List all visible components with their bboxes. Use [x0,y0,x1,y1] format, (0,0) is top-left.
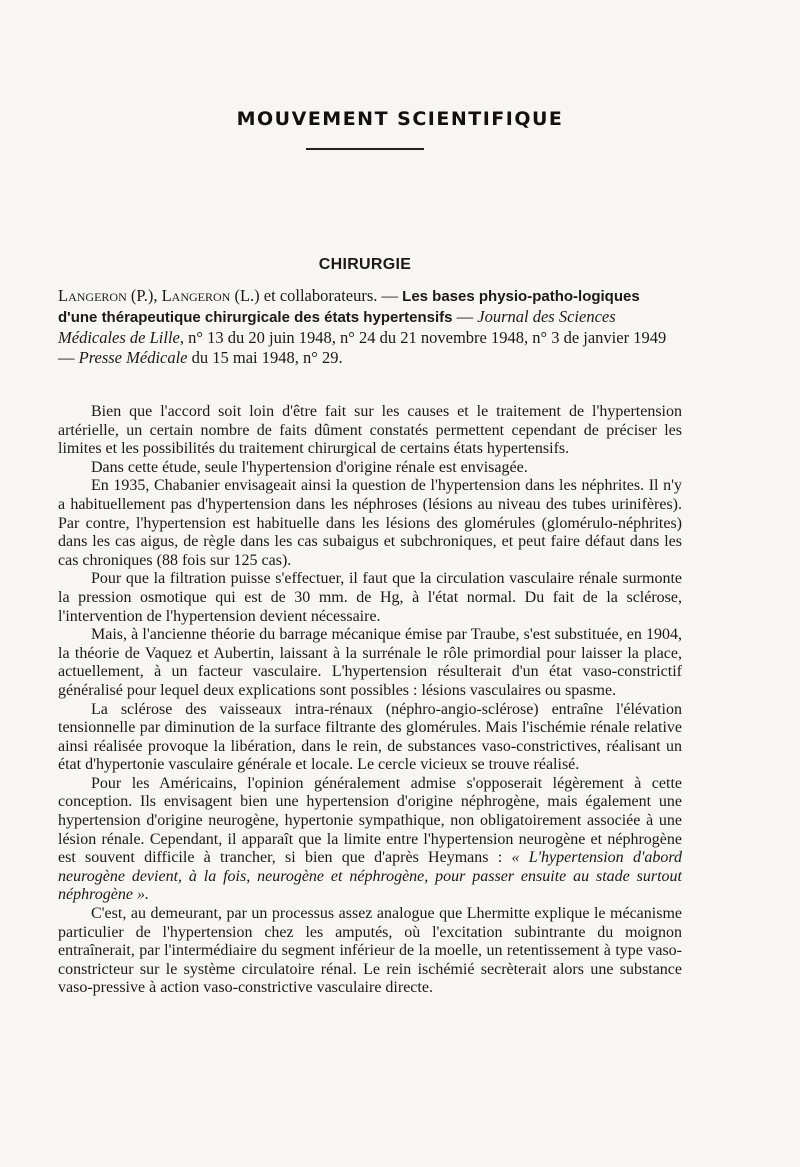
paragraph-3: En 1935, Chabanier envisageait ainsi la question de l'hypertension dans les néphrites. Il n'y a habituellement pas d'hypertension dans les néphroses (lésions au niveau des tubes urinifères). Par contre, l'hypertension est habituelle dans les lésions des glomérules (glomérulo-néphrites) dans les cas aigus, de règle dans les cas subaigus et subchroniques, et peut faire défaut dans les cas chroniques (88 fois sur 125 cas). [58,477,682,569]
section-title: CHIRURGIE [318,256,412,273]
citation-ref-2: du 15 mai 1948, n° 29. [187,348,343,367]
citation-authors-rest: et collaborateurs. — [259,286,403,305]
paragraph-4: Pour que la filtration puisse s'effectuer, il faut que la circulation vasculaire rénale surmonte la pression osmotique qui est de 30 mm. de Hg, à l'état normal. Du fait de la sclérose, l'intervention de l'hypertension devient nécessaire. [58,570,682,625]
page-header: MOUVEMENT SCIENTIFIQUE [236,108,564,130]
paragraph-5: Mais, à l'ancienne théorie du barrage mécanique émise par Traube, s'est substituée, en 1904, la théorie de Vaquez et Aubertin, laissant à la surrénale le rôle primordial pour laisser la place, actuellement, à un facteur vasculaire. L'hypertension résulterait d'un état vaso-constrictif généralisé pour lequel deux explications sont possibles : lésions vasculaires ou spasme. [58,626,682,699]
citation-title: Les bases physio-patho-logiques d'une thérapeutique chirurgicale des états hypertensifs [58,288,640,326]
citation-ref-1: , n° 13 du 20 juin 1948, n° 24 du 21 novembre 1948, n° 3 de janvier 1949 — [58,328,667,367]
paragraph-2: Dans cette étude, seule l'hypertension d'origine rénale est envisagée. [91,458,528,476]
paragraph-1: Bien que l'accord soit loin d'être fait sur les causes et le traitement de l'hypertension artérielle, un certain nombre de faits dûment constatés permettent cependant de préciser les limites et les possibilités du traitement chirurgical de certains états hypertensifs. [58,403,682,458]
paragraph-7 [58,775,682,905]
article-body [58,403,682,998]
citation-author-2: Langeron (L.) [161,286,260,305]
header-rule [306,148,424,150]
paragraph-7-text: Pour les Américains, l'opinion généralement admise s'opposerait légèrement à cette conception. Ils envisagent bien une hypertension d'origine néphrogène, mais également une hypertension d'origine neurogène, hypertonie sympathique, non obligatoirement associée à une lésion rénale. Cependant, il apparaît que la limite entre l'hypertension neurogène et néphrogène est souvent difficile à trancher, si bien que d'après Heymans : [58,774,682,867]
citation-author-1: Langeron (P.) [58,286,154,305]
paragraph-8: C'est, au demeurant, par un processus assez analogue que Lhermitte explique le mécanisme particulier de l'hypertension chez les amputés, où l'excitation subintrante du moignon entraînerait, par l'intermédiaire du segment inférieur de la moelle, un retentissement à type vaso-constricteur sur le système circulatoire rénal. Le rein ischémié secrèterait alors une substance vaso-pressive à action vaso-constrictive vasculaire directe. [58,905,682,997]
citation-journal-2: Presse Médicale [78,348,188,367]
citation-dash: — [452,307,478,326]
citation-author-sep: , [153,286,162,305]
citation-journal-1: Journal des Sciences Médicales de Lille [58,307,616,347]
paragraph-6: La sclérose des vaisseaux intra-rénaux (néphro-angio-sclérose) entraîne l'élévation tensionnelle par diminution de la surface filtrante des glomérules. Mais l'ischémie rénale relative ainsi réalisée provoque la libération, dans le rein, de substances vaso-constrictives, réalisant un état d'hypertonie vasculaire générale et locale. Le cercle vicieux se trouve réalisé. [58,700,682,774]
heymans-quote: « L'hypertension d'abord neurogène devient, à la fois, neurogène et néphrogène, pour passer ensuite au stade surtout néphrogène ». [58,849,682,904]
citation-block [58,286,682,368]
